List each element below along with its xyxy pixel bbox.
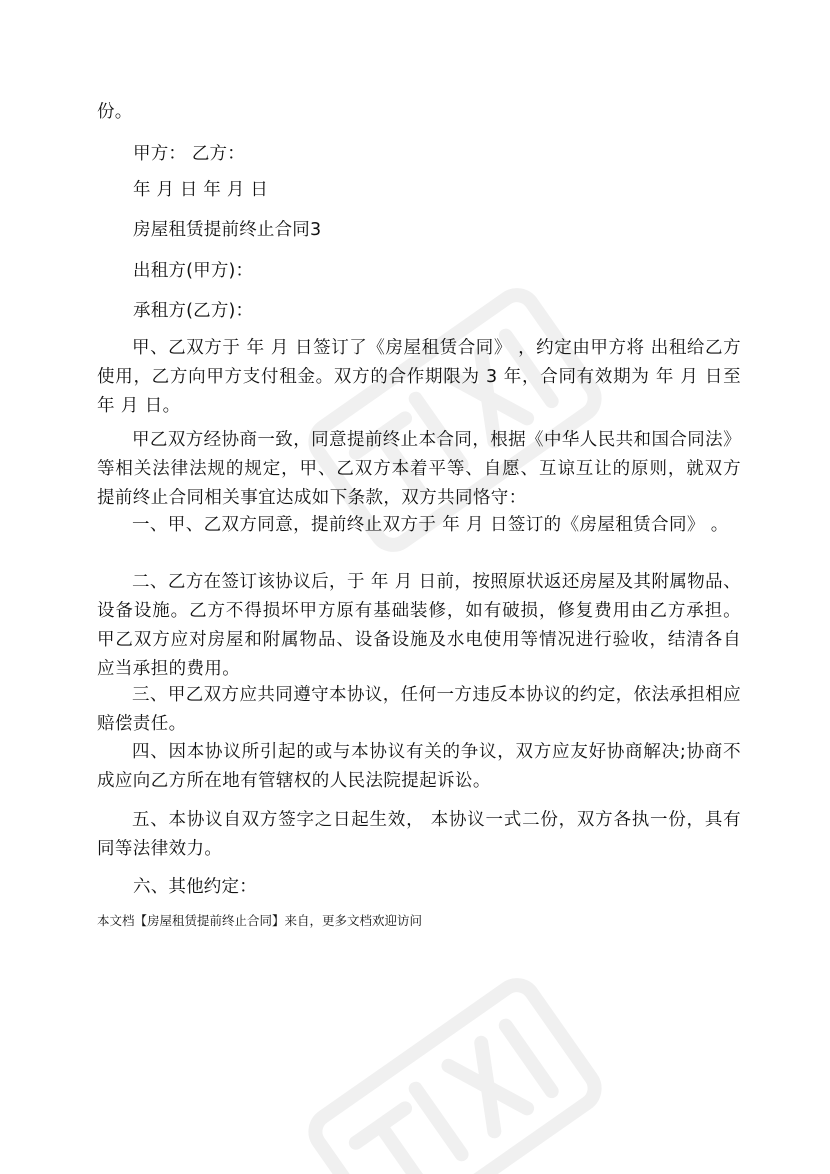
clause-6: 六、其他约定：	[133, 877, 257, 897]
contract-title: 房屋租赁提前终止合同3	[133, 220, 322, 240]
signature-dates-line: 年 月 日 年 月 日	[133, 180, 269, 200]
lessor-line: 出租方(甲方)：	[133, 261, 254, 281]
clause-4: 四、因本协议所引起的或与本协议有关的争议，双方应友好协商解决;协商不成应向乙方所在地有管辖权的人民法院提起诉讼。	[97, 742, 741, 791]
contract-paragraph-intro: 甲、乙双方于 年 月 日签订了《房屋租赁合同》 ，约定由甲方将 出租给乙方使用，乙方向甲方支付租金。双方的合作期限为 3 年，合同有效期为 年 月 日至 年 月 日。	[97, 338, 741, 416]
clause-1: 一、甲、乙双方同意，提前终止双方于 年 月 日签订的《房屋租赁合同》 。	[132, 515, 729, 535]
contract-paragraph-agreement: 甲乙双方经协商一致，同意提前终止本合同，根据《中华人民共和国合同法》等相关法律法规的规定，甲、乙双方本着平等、自愿、互谅互让的原则，就双方提前终止合同相关事宜达成如下条款，双方共同恪守：	[97, 430, 741, 508]
clause-5: 五、本协议自双方签字之日起生效， 本协议一式二份，双方各执一份，具有同等法律效力。	[97, 810, 741, 859]
document-footer-note: 本文档【房屋租赁提前终止合同】来自，更多文档欢迎访问	[97, 913, 423, 928]
signature-parties-line: 甲方： 乙方：	[133, 144, 245, 164]
lessee-line: 承租方(乙方)：	[133, 301, 254, 321]
clause-2: 二、乙方在签订该协议后，于 年 月 日前，按照原状返还房屋及其附属物品、设备设施。乙方不得损坏甲方原有基础装修，如有破损，修复费用由乙方承担。甲乙双方应对房屋和附属物品、设备设施及水电使用等情况进行验收，结清各自应当承担的费用。	[97, 572, 741, 679]
continuation-line: 份。	[97, 102, 133, 122]
clause-3: 三、甲乙双方应共同遵守本协议，任何一方违反本协议的约定，依法承担相应赔偿责任。	[97, 685, 741, 734]
